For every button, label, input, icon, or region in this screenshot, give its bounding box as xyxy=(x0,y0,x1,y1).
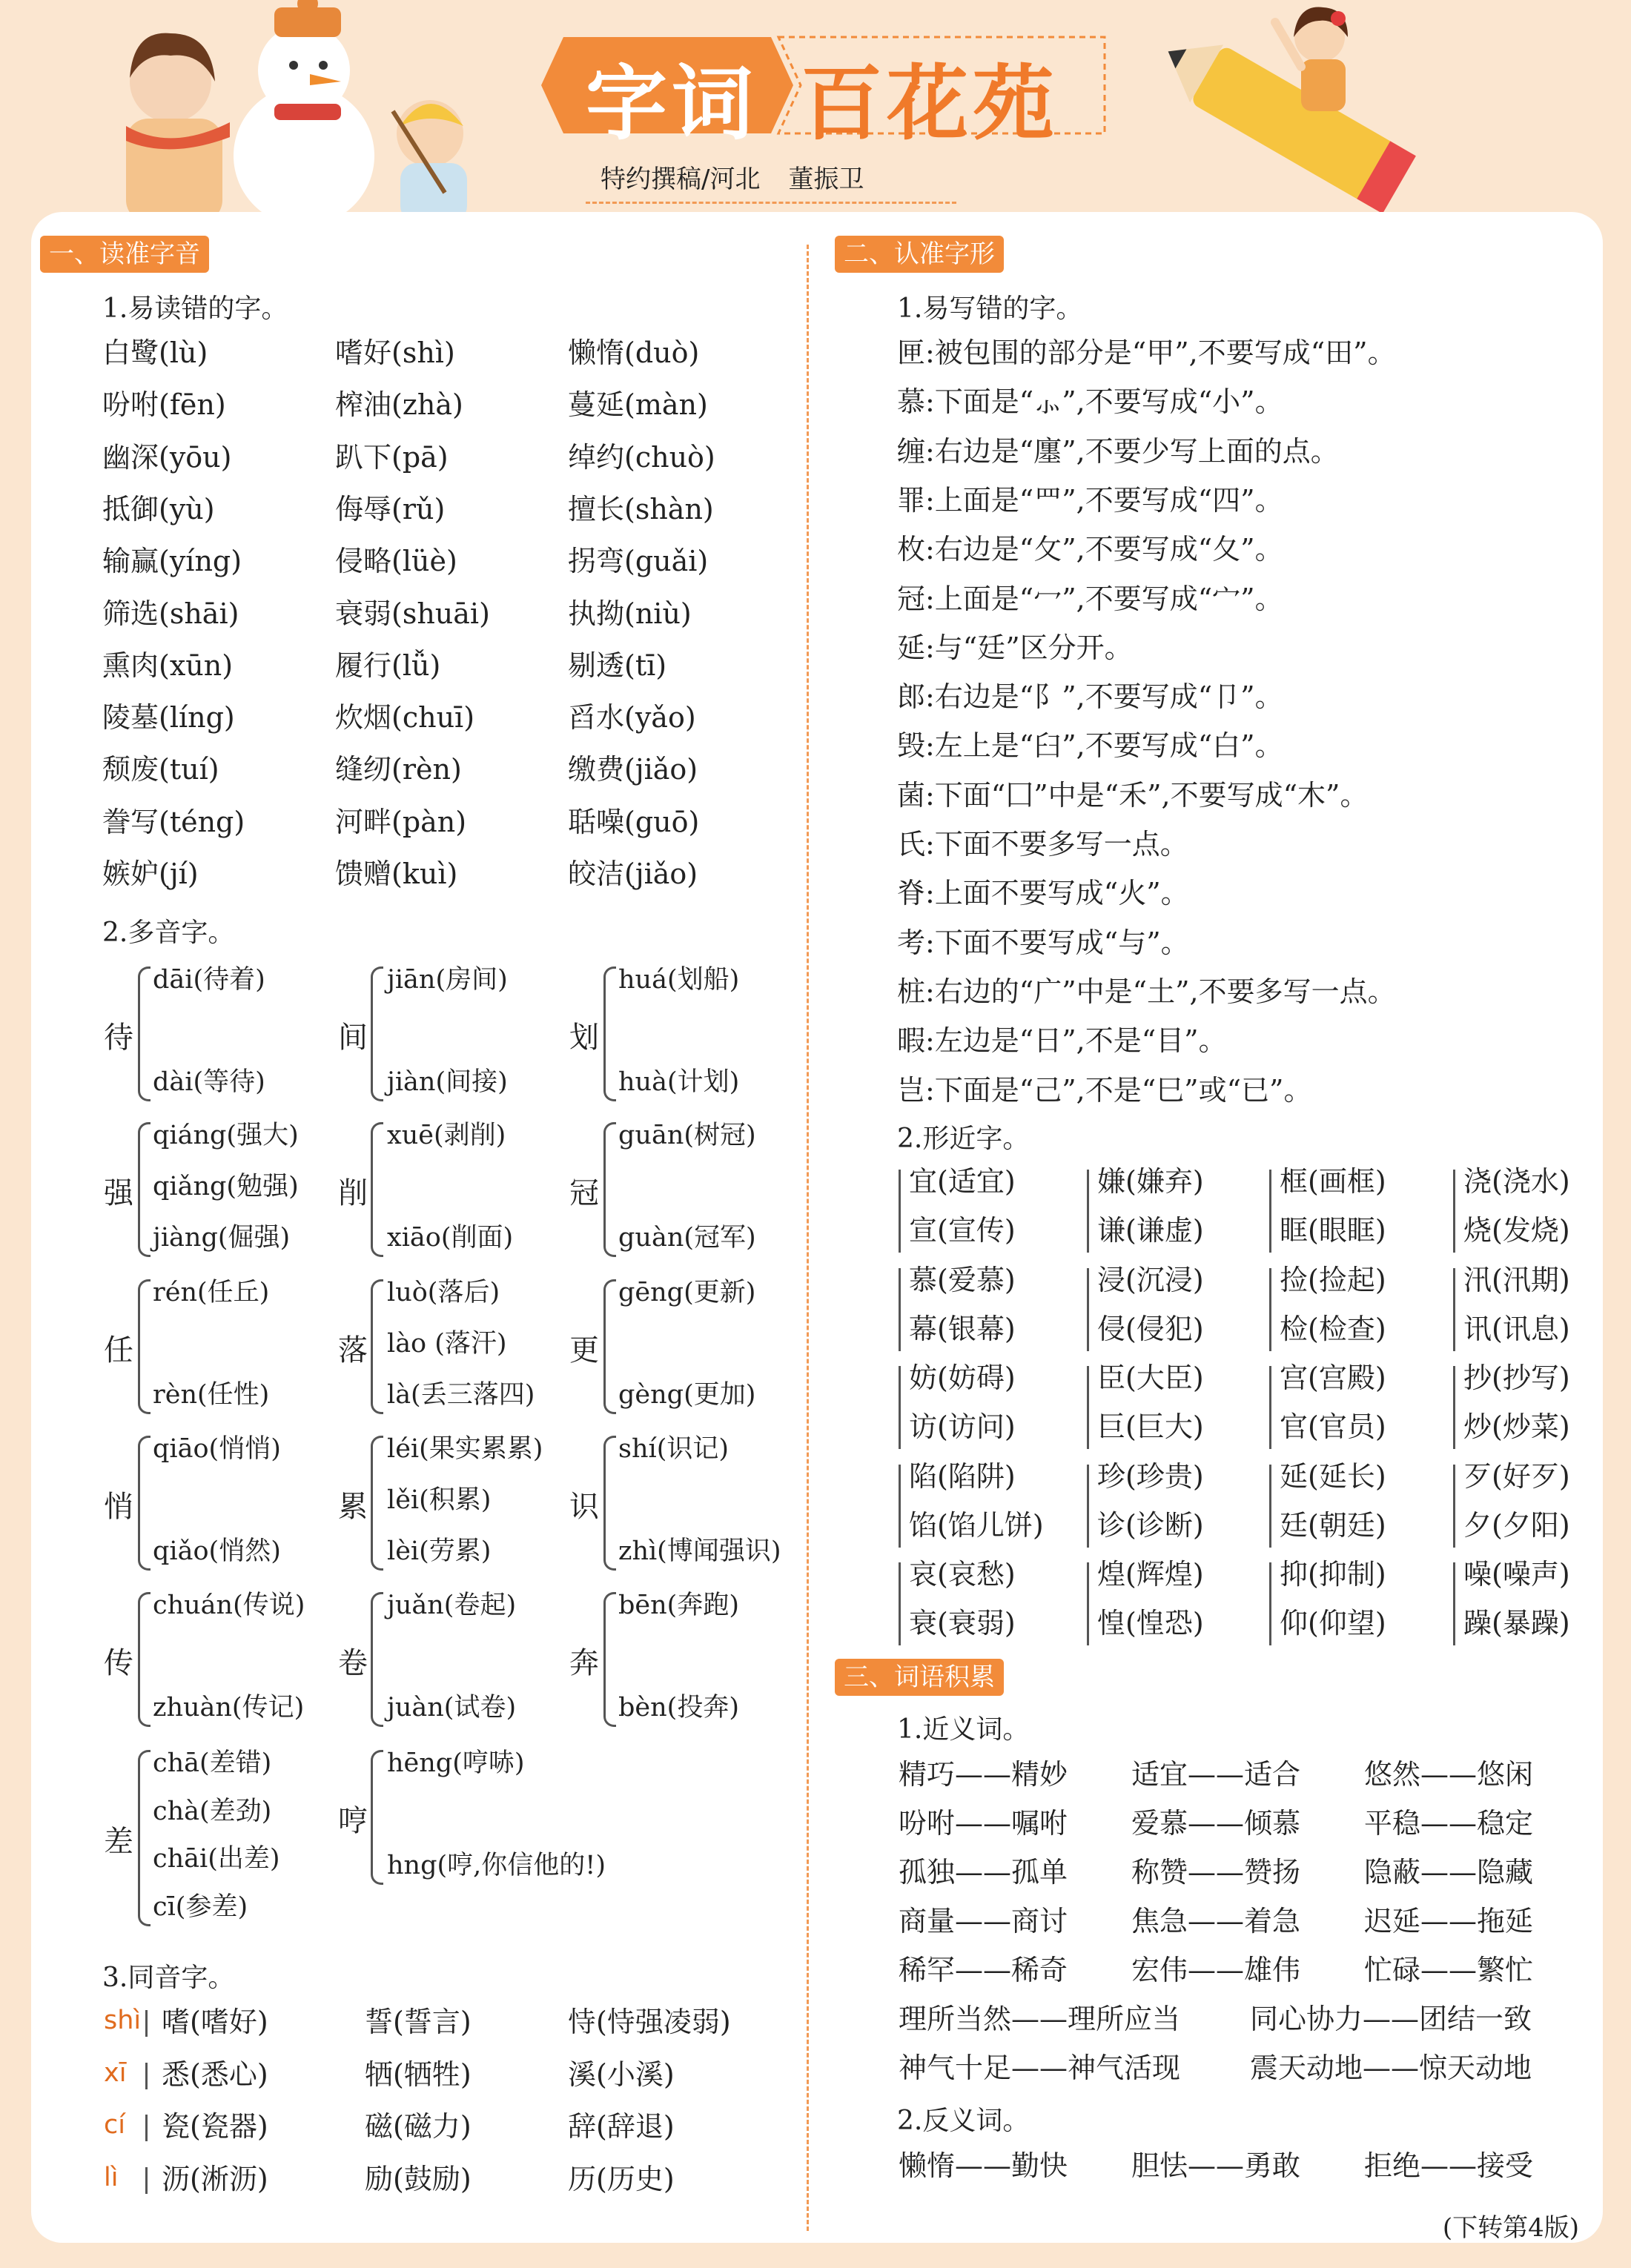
homophone-word: 辞(辞退) xyxy=(568,2110,675,2143)
similar-char: 妨(妨碍) xyxy=(909,1362,1016,1394)
synonym-pair: 焦急——着急 xyxy=(1131,1905,1301,1937)
continued-note: (下转第4版) xyxy=(1442,2213,1579,2243)
section1-sub2: 2.多音字。 xyxy=(102,918,235,948)
similar-char: 歹(好歹) xyxy=(1463,1459,1570,1493)
homophone-word: 励(鼓励) xyxy=(365,2162,472,2195)
similar-char: 哀(哀愁) xyxy=(909,1558,1016,1591)
writing-tip-line: 慕:下面是“⺗”,不要写成“小”。 xyxy=(897,385,1283,419)
similar-char: 惶(惶恐) xyxy=(1097,1607,1204,1639)
separator-bar xyxy=(145,2115,148,2141)
similar-char: 诊(诊断) xyxy=(1097,1508,1204,1542)
writing-tip-line: 脊:上面不要写成“火”。 xyxy=(897,877,1189,910)
word-item: 缴费(jiǎo) xyxy=(568,753,698,786)
synonym-pair: 忙碌——繁忙 xyxy=(1364,1954,1534,1986)
writing-tip-line: 匣:被包围的部分是“甲”,不要写成“田”。 xyxy=(897,336,1396,369)
writing-tip-line: 缠:右边是“廛”,不要少写上面的点。 xyxy=(897,434,1339,468)
similar-char: 延(延长) xyxy=(1280,1459,1386,1493)
brace-line xyxy=(371,1436,383,1571)
pair-bracket xyxy=(899,1170,901,1253)
polyphone-reading: chāi(出差) xyxy=(153,1844,280,1874)
word-item: 输赢(yíng) xyxy=(102,545,242,578)
synonym-pair: 神气十足——神气活现 xyxy=(899,2052,1181,2084)
polyphone-reading: guàn(冠军) xyxy=(618,1223,756,1253)
homophone-word: 牺(牺牲) xyxy=(365,2058,472,2091)
word-item: 聒噪(guō) xyxy=(568,805,700,838)
polyphone-reading: xiāo(削面) xyxy=(387,1223,514,1253)
polyphone-reading: juǎn(卷起) xyxy=(387,1591,517,1620)
similar-char: 眶(眼眶) xyxy=(1280,1214,1386,1247)
homophone-word: 沥(淅沥) xyxy=(162,2162,268,2195)
polyphone-char: 落 xyxy=(338,1333,368,1367)
similar-char: 侵(侵犯) xyxy=(1097,1312,1204,1345)
brace-line xyxy=(138,966,150,1101)
polyphone-reading: qiáng(强大) xyxy=(153,1121,299,1150)
brace-line xyxy=(371,1750,383,1885)
section2-sub1: 1.易写错的字。 xyxy=(897,294,1083,324)
snowman-children-illustration xyxy=(74,0,504,222)
similar-char: 谦(谦虚) xyxy=(1097,1214,1204,1247)
polyphone-reading: juàn(试卷) xyxy=(387,1693,517,1722)
similar-char: 躁(暴躁) xyxy=(1463,1607,1570,1639)
polyphone-reading: rén(任丘) xyxy=(153,1278,270,1307)
polyphone-char: 待 xyxy=(104,1021,133,1055)
homophone-word: 恃(恃强凌弱) xyxy=(568,2006,731,2038)
synonym-pair: 宏伟——雄伟 xyxy=(1131,1954,1301,1986)
polyphone-reading: guān(树冠) xyxy=(618,1121,756,1150)
similar-char: 仰(仰望) xyxy=(1280,1607,1386,1639)
synonym-pair: 稀罕——稀奇 xyxy=(899,1954,1068,1986)
polyphone-reading: léi(果实累累) xyxy=(387,1434,543,1464)
homophone-pinyin: xī xyxy=(104,2058,127,2088)
brace-line xyxy=(138,1750,150,1926)
pair-bracket xyxy=(1453,1465,1455,1548)
polyphone-reading: jiàng(倔强) xyxy=(153,1223,291,1253)
homophone-pinyin: cí xyxy=(104,2110,125,2140)
writing-tip-line: 桩:右边的“广”中是“土”,不要多写一点。 xyxy=(897,975,1396,1008)
brace-line xyxy=(138,1279,150,1414)
similar-char: 煌(辉煌) xyxy=(1097,1558,1204,1591)
polyphone-char: 任 xyxy=(104,1333,133,1367)
word-item: 熏肉(xūn) xyxy=(102,649,234,682)
word-item: 侵略(lüè) xyxy=(335,545,457,578)
synonym-pair: 迟延——拖延 xyxy=(1364,1905,1534,1937)
polyphone-char: 卷 xyxy=(338,1646,368,1680)
antonym-pair: 懒惰——勤快 xyxy=(899,2149,1068,2182)
polyphone-reading: hēng(哼哧) xyxy=(387,1748,525,1778)
polyphone-reading: hng(哼,你信他的!) xyxy=(387,1851,606,1880)
similar-char: 炒(炒菜) xyxy=(1463,1410,1570,1443)
writing-tip-line: 菌:下面“囗”中是“禾”,不要写成“木”。 xyxy=(897,778,1369,812)
polyphone-reading: chuán(传说) xyxy=(153,1591,305,1620)
brace-line xyxy=(138,1592,150,1727)
polyphone-reading: qiǎng(勉强) xyxy=(153,1172,299,1201)
similar-char: 抑(抑制) xyxy=(1280,1558,1386,1591)
polyphone-reading: zhuàn(传记) xyxy=(153,1693,305,1722)
word-item: 剔透(tī) xyxy=(568,649,667,682)
writing-tip-line: 冠:上面是“冖”,不要写成“宀”。 xyxy=(897,582,1283,615)
brace-line xyxy=(138,1122,150,1257)
word-item: 舀水(yǎo) xyxy=(568,701,696,735)
homophone-pinyin: shì xyxy=(104,2006,142,2035)
pair-bracket xyxy=(1087,1465,1089,1548)
byline xyxy=(586,157,956,204)
homophone-word: 悉(悉心) xyxy=(162,2058,268,2091)
section1-sub3: 3.同音字。 xyxy=(102,1963,235,1993)
polyphone-reading: jiān(房间) xyxy=(387,965,508,995)
word-item: 懒惰(duò) xyxy=(568,336,700,369)
byline-prefix: 特约撰稿/河北 xyxy=(601,165,761,194)
similar-char: 慕(爱慕) xyxy=(909,1263,1016,1296)
similar-char: 衰(衰弱) xyxy=(909,1607,1016,1639)
word-item: 嫉妒(jí) xyxy=(102,858,199,890)
polyphone-char: 哼 xyxy=(338,1804,368,1838)
similar-char: 馅(馅儿饼) xyxy=(909,1508,1044,1542)
brace-line xyxy=(603,1592,616,1727)
brace-line xyxy=(371,1122,383,1257)
homophone-word: 溪(小溪) xyxy=(568,2058,675,2091)
writing-tip-line: 岂:下面是“己”,不是“巳”或“已”。 xyxy=(897,1073,1312,1107)
brace-line xyxy=(371,1279,383,1414)
pair-bracket xyxy=(899,1366,901,1449)
similar-char: 抄(抄写) xyxy=(1463,1362,1570,1394)
column-divider xyxy=(807,245,809,2231)
polyphone-reading: lào (落汗) xyxy=(387,1329,507,1359)
similar-char: 巨(巨大) xyxy=(1097,1410,1204,1443)
polyphone-reading: huá(划船) xyxy=(618,965,740,995)
similar-char: 珍(珍贵) xyxy=(1097,1459,1204,1493)
similar-char: 捡(捡起) xyxy=(1280,1263,1386,1296)
section1-heading: 一、读准字音 xyxy=(40,236,209,273)
word-item: 侮辱(rǔ) xyxy=(335,492,446,525)
brace-line xyxy=(603,1122,616,1257)
polyphone-char: 划 xyxy=(569,1021,599,1055)
synonym-pair: 震天动地——惊天动地 xyxy=(1250,2052,1532,2084)
polyphone-reading: cī(参差) xyxy=(153,1892,248,1922)
brace-line xyxy=(603,1436,616,1571)
brace-line xyxy=(371,1592,383,1727)
polyphone-reading: luò(落后) xyxy=(387,1278,500,1307)
homophone-word: 磁(磁力) xyxy=(365,2110,472,2143)
brace-line xyxy=(371,966,383,1101)
homophone-pinyin: lì xyxy=(104,2162,119,2192)
homophone-word: 瓷(瓷器) xyxy=(162,2110,268,2143)
polyphone-reading: rèn(任性) xyxy=(153,1380,270,1410)
word-item: 幽深(yōu) xyxy=(102,440,232,474)
polyphone-reading: gēng(更新) xyxy=(618,1278,756,1307)
title-part1: 字词 xyxy=(586,56,758,151)
polyphone-reading: dāi(待着) xyxy=(153,965,265,995)
word-item: 馈赠(kuì) xyxy=(335,858,458,890)
synonym-pair: 称赞——赞扬 xyxy=(1131,1856,1301,1889)
pair-bracket xyxy=(1453,1562,1455,1645)
page-title xyxy=(534,22,1127,163)
section2-heading: 二、认准字形 xyxy=(835,236,1004,273)
word-item: 陵墓(líng) xyxy=(102,701,235,735)
section3-sub1: 1.近义词。 xyxy=(897,1714,1030,1745)
antonym-pair: 拒绝——接受 xyxy=(1364,2149,1534,2182)
writing-tip-line: 氏:下面不要多写一点。 xyxy=(897,828,1188,861)
polyphone-reading: dài(等待) xyxy=(153,1067,265,1097)
polyphone-char: 冠 xyxy=(569,1176,599,1210)
brace-line xyxy=(603,966,616,1101)
word-item: 擅长(shàn) xyxy=(568,492,714,525)
pair-bracket xyxy=(1269,1562,1271,1645)
similar-char: 访(访问) xyxy=(909,1410,1016,1443)
polyphone-reading: lěi(积累) xyxy=(387,1485,492,1515)
word-item: 绰约(chuò) xyxy=(568,440,715,474)
synonym-pair: 吩咐——嘱咐 xyxy=(899,1807,1068,1840)
pair-bracket xyxy=(1269,1268,1271,1351)
homophone-word: 嗜(嗜好) xyxy=(162,2006,268,2038)
writing-tip-line: 枚:右边是“攵”,不要写成“夂”。 xyxy=(897,533,1283,566)
antonym-pair: 胆怯——勇敢 xyxy=(1131,2149,1301,2182)
similar-char: 汛(汛期) xyxy=(1463,1263,1570,1296)
polyphone-reading: là(丢三落四) xyxy=(387,1380,535,1410)
synonym-pair: 孤独——孤单 xyxy=(899,1856,1068,1889)
pair-bracket xyxy=(1453,1268,1455,1351)
pencil-girl-illustration xyxy=(1149,0,1460,222)
similar-char: 宫(宫殿) xyxy=(1280,1362,1386,1394)
similar-char: 宜(适宜) xyxy=(909,1165,1016,1198)
separator-bar xyxy=(145,2167,148,2194)
writing-tip-line: 考:下面不要写成“与”。 xyxy=(897,926,1189,959)
similar-char: 陷(陷阱) xyxy=(909,1459,1016,1493)
similar-char: 廷(朝廷) xyxy=(1280,1508,1386,1542)
section2-sub2: 2.形近字。 xyxy=(897,1124,1030,1154)
polyphone-reading: jiàn(间接) xyxy=(387,1067,508,1097)
section3-heading: 三、词语积累 xyxy=(835,1659,1004,1696)
polyphone-char: 更 xyxy=(569,1333,599,1367)
separator-bar xyxy=(145,2063,148,2089)
synonym-pair: 适宜——适合 xyxy=(1131,1758,1301,1791)
polyphone-reading: shí(识记) xyxy=(618,1434,730,1464)
similar-char: 宣(宣传) xyxy=(909,1214,1016,1247)
word-item: 嗜好(shì) xyxy=(335,336,455,369)
section3-sub2: 2.反义词。 xyxy=(897,2106,1030,2136)
similar-char: 噪(噪声) xyxy=(1463,1558,1570,1591)
word-item: 筛选(shāi) xyxy=(102,597,239,630)
similar-char: 浇(浇水) xyxy=(1463,1165,1570,1198)
similar-char: 检(检查) xyxy=(1280,1312,1386,1345)
pair-bracket xyxy=(1087,1562,1089,1645)
section1-sub1: 1.易读错的字。 xyxy=(102,294,288,324)
synonym-pair: 悠然——悠闲 xyxy=(1364,1758,1534,1791)
polyphone-reading: gèng(更加) xyxy=(618,1380,756,1410)
similar-char: 嫌(嫌弃) xyxy=(1097,1165,1204,1198)
similar-char: 讯(讯息) xyxy=(1463,1312,1570,1345)
word-item: 誊写(téng) xyxy=(102,805,245,838)
polyphone-char: 差 xyxy=(104,1825,133,1859)
polyphone-char: 传 xyxy=(104,1646,133,1680)
pair-bracket xyxy=(1269,1366,1271,1449)
writing-tip-line: 暇:左边是“日”,不是“目”。 xyxy=(897,1024,1227,1058)
polyphone-reading: chà(差劲) xyxy=(153,1796,272,1826)
word-item: 蔓延(màn) xyxy=(568,388,708,422)
synonym-pair: 爱慕——倾慕 xyxy=(1131,1807,1301,1840)
pair-bracket xyxy=(899,1268,901,1351)
word-item: 榨油(zhà) xyxy=(335,388,463,422)
brace-line xyxy=(603,1279,616,1414)
writing-tip-line: 毁:左上是“臼”,不要写成“白”。 xyxy=(897,729,1283,763)
polyphone-reading: huà(计划) xyxy=(618,1067,740,1097)
pair-bracket xyxy=(899,1465,901,1548)
word-item: 炊烟(chuī) xyxy=(335,701,475,735)
synonym-pair: 商量——商讨 xyxy=(899,1905,1068,1937)
similar-char: 幕(银幕) xyxy=(909,1312,1016,1345)
homophone-word: 历(历史) xyxy=(568,2162,675,2195)
polyphone-char: 奔 xyxy=(569,1646,599,1680)
similar-char: 夕(夕阳) xyxy=(1463,1508,1570,1542)
polyphone-char: 间 xyxy=(338,1021,368,1055)
similar-char: 烧(发烧) xyxy=(1463,1214,1570,1247)
word-item: 白鹭(lù) xyxy=(102,336,208,369)
separator-bar xyxy=(145,2010,148,2037)
polyphone-char: 悄 xyxy=(104,1490,133,1524)
brace-line xyxy=(138,1436,150,1571)
writing-tip-line: 郎:右边是“阝”,不要写成“卩”。 xyxy=(897,680,1283,714)
polyphone-reading: qiāo(悄悄) xyxy=(153,1434,281,1464)
byline-name: 董振卫 xyxy=(788,165,864,194)
word-item: 河畔(pàn) xyxy=(335,805,467,838)
similar-char: 框(画框) xyxy=(1280,1165,1386,1198)
polyphone-reading: bēn(奔跑) xyxy=(618,1591,739,1620)
pair-bracket xyxy=(1269,1465,1271,1548)
similar-char: 官(官员) xyxy=(1280,1410,1386,1443)
word-item: 颓废(tuí) xyxy=(102,753,219,786)
pair-bracket xyxy=(1087,1170,1089,1253)
pair-bracket xyxy=(1453,1366,1455,1449)
word-item: 抵御(yù) xyxy=(102,492,215,525)
synonym-pair: 同心协力——团结一致 xyxy=(1250,2003,1532,2035)
writing-tip-line: 延:与“廷”区分开。 xyxy=(897,631,1133,664)
synonym-pair: 精巧——精妙 xyxy=(899,1758,1068,1791)
homophone-word: 誓(誓言) xyxy=(365,2006,472,2038)
writing-tip-line: 罪:上面是“罒”,不要写成“四”。 xyxy=(897,483,1283,517)
word-item: 执拗(niù) xyxy=(568,597,692,630)
word-item: 拐弯(guǎi) xyxy=(568,545,709,578)
polyphone-char: 识 xyxy=(569,1490,599,1524)
pair-bracket xyxy=(1087,1268,1089,1351)
polyphone-char: 削 xyxy=(338,1176,368,1210)
synonym-pair: 平稳——稳定 xyxy=(1364,1807,1534,1840)
polyphone-reading: zhì(博闻强识) xyxy=(618,1536,781,1566)
pair-bracket xyxy=(1269,1170,1271,1253)
polyphone-reading: xuē(剥削) xyxy=(387,1121,506,1150)
pair-bracket xyxy=(1453,1170,1455,1253)
polyphone-reading: chā(差错) xyxy=(153,1748,272,1778)
pair-bracket xyxy=(1087,1366,1089,1449)
polyphone-reading: qiǎo(悄然) xyxy=(153,1536,281,1566)
polyphone-char: 累 xyxy=(338,1490,368,1524)
word-item: 缝纫(rèn) xyxy=(335,753,462,786)
pair-bracket xyxy=(899,1562,901,1645)
synonym-pair: 理所当然——理所应当 xyxy=(899,2003,1181,2035)
polyphone-char: 强 xyxy=(104,1176,133,1210)
word-item: 衰弱(shuāi) xyxy=(335,597,490,630)
synonym-pair: 隐蔽——隐藏 xyxy=(1364,1856,1534,1889)
similar-char: 浸(沉浸) xyxy=(1097,1263,1204,1296)
word-item: 吩咐(fēn) xyxy=(102,388,226,422)
title-part2: 百花苑 xyxy=(801,56,1059,151)
word-item: 履行(lǚ) xyxy=(335,649,441,682)
similar-char: 臣(大臣) xyxy=(1097,1362,1204,1394)
word-item: 皎洁(jiǎo) xyxy=(568,858,698,890)
word-item: 趴下(pā) xyxy=(335,440,449,474)
polyphone-reading: lèi(劳累) xyxy=(387,1536,492,1566)
polyphone-reading: bèn(投奔) xyxy=(618,1693,739,1722)
